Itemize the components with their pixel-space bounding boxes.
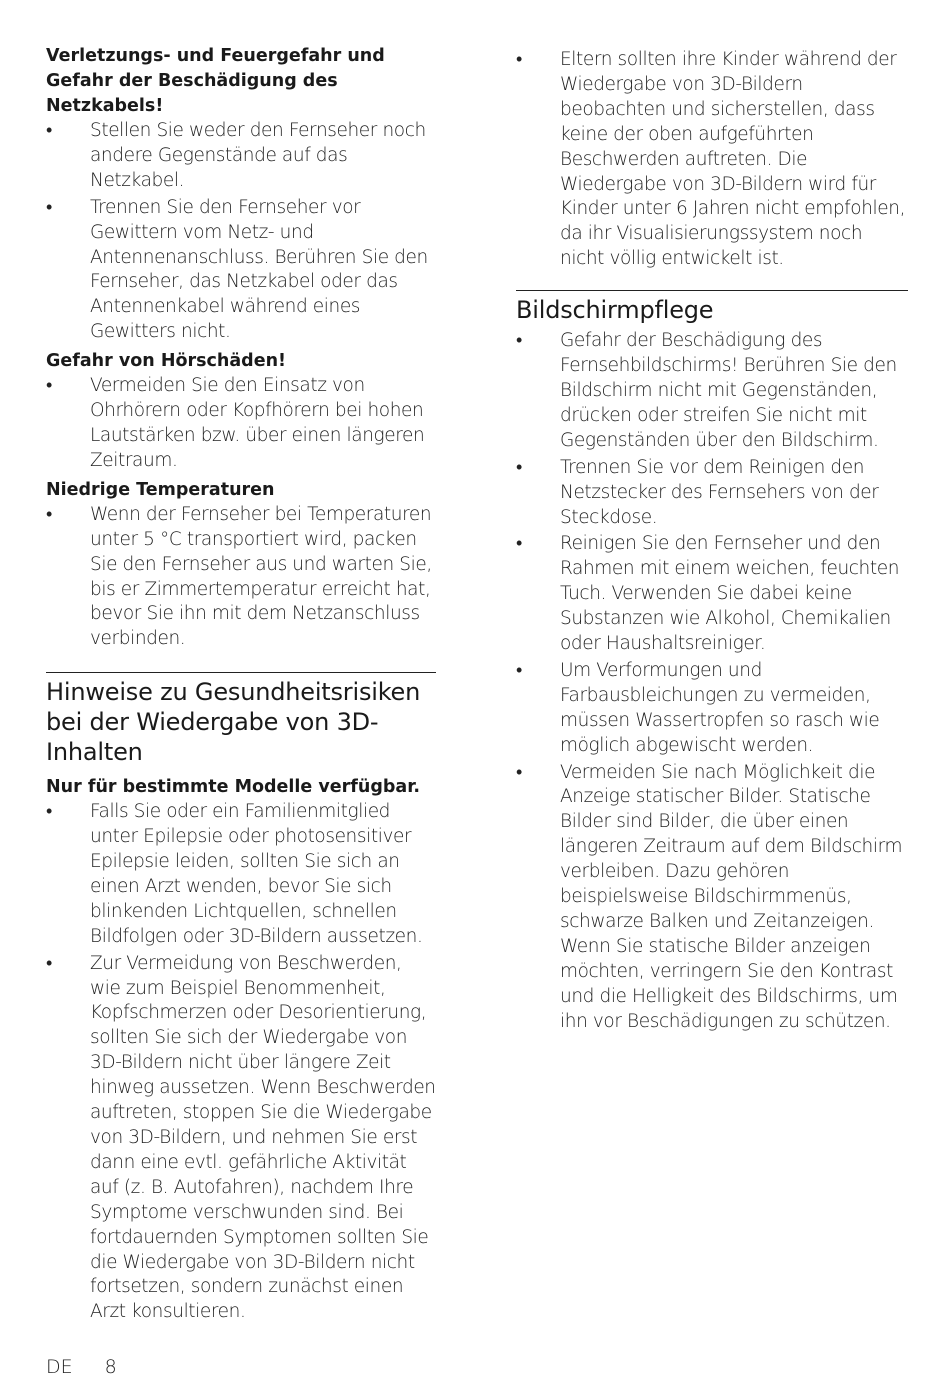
bullet-icon: •	[46, 375, 52, 397]
section-title-screen-care: Bildschirmpflege	[516, 296, 714, 325]
temperature-list	[46, 503, 436, 652]
list-item-text: Zur Vermeidung von Beschwerden, wie zum Beispiel Benommenheit, Kopfschmerzen oder Desorientierung, sollten Sie sich der Wiedergabe von 3D-Bildern nicht über längere Zeit hinweg aussetzen. Wenn Beschwerden auftreten, stoppen Sie die Wiedergabe von 3D-Bildern, und nehmen Sie erst dann eine evtl. gefährliche Aktivität auf (z. B. Autofahren), nachdem Ihre Symptome verschwunden sind. Bei fortdauernden Symptomen sollten Sie die Wiedergabe von 3D-Bildern nicht fortsetzen, sondern zunächst einen Arzt konsultieren.	[90, 952, 436, 1323]
left-column	[46, 44, 436, 1329]
bullet-icon: •	[46, 503, 52, 525]
list-item	[516, 761, 908, 1035]
bullet-icon: •	[516, 761, 522, 783]
heading-injury-fire: Verletzungs- und Feuergefahr und Gefahr der Beschädigung des Netzkabels!	[46, 46, 385, 116]
list-item	[516, 48, 908, 272]
bullet-icon: •	[46, 801, 52, 823]
bullet-icon: •	[516, 330, 522, 352]
list-item	[516, 659, 908, 759]
bullet-icon: •	[516, 533, 522, 555]
bullet-icon: •	[46, 952, 52, 974]
bullet-icon: •	[516, 456, 522, 478]
heading-low-temperature: Niedrige Temperaturen	[46, 479, 275, 500]
footer-language: DE	[46, 1356, 73, 1378]
screen-care-list	[516, 329, 908, 1034]
bullet-icon: •	[46, 196, 52, 218]
page-footer	[46, 1356, 149, 1378]
bullet-icon: •	[46, 120, 52, 141]
list-item-text: Trennen Sie vor dem Reinigen den Netzstecker des Fernsehers von der Steckdose.	[560, 456, 879, 528]
injury-list	[46, 119, 436, 345]
list-item	[46, 952, 436, 1326]
list-item-text: Stellen Sie weder den Fernseher noch andere Gegenstände auf das Netzkabel.	[90, 120, 426, 191]
right-column	[516, 48, 908, 1039]
list-item-text: Um Verformungen und Farbausbleichungen zu vermeiden, müssen Wassertropfen so rasch wie möglich abgewischt werden.	[560, 659, 880, 756]
list-item	[46, 119, 436, 194]
list-item	[46, 800, 436, 949]
hearing-list	[46, 374, 436, 474]
heading-models-only: Nur für bestimmte Modelle verfügbar.	[46, 777, 421, 798]
list-item-text: Eltern sollten ihre Kinder während der Wiedergabe von 3D-Bildern beobachten und sicherstellen, dass keine der oben aufgeführten Beschwerden auftreten. Die Wiedergabe von 3D-Bildern wird für Kinder unter 6 Jahren nicht empfohlen, da ihr Visualisierungssystem noch nicht völlig entwickelt ist.	[560, 49, 906, 270]
list-item-text: Vermeiden Sie den Einsatz von Ohrhörern oder Kopfhörern bei hohen Lautstärken bzw. über einen längeren Zeitraum.	[90, 375, 425, 471]
list-item-text: Trennen Sie den Fernseher vor Gewittern vom Netz- und Antennenanschluss. Berühren Sie den Fernseher, das Netzkabel oder das Antennenkabel während eines Gewitters nicht.	[90, 196, 428, 343]
list-item-text: Falls Sie oder ein Familienmitglied unter Epilepsie oder photosensitiver Epilepsie leiden, sollten Sie sich an einen Arzt wenden, bevor Sie sich blinkenden Lichtquellen, schnellen Bildfolgen oder 3D-Bildern aussetzen.	[90, 801, 423, 947]
models-list	[46, 800, 436, 1325]
list-item-text: Vermeiden Sie nach Möglichkeit die Anzeige statischer Bilder. Statische Bilder sind Bilder, die über einen längeren Zeitraum auf dem Bildschirm verbleiben. Dazu gehören beispielsweise Bildschirmmenüs, schwarze Balken und Zeitanzeigen. Wenn Sie statische Bilder anzeigen möchten, verringern Sie den Kontrast und die Helligkeit des Bildschirms, um ihn vor Beschädigungen zu schützen.	[560, 761, 903, 1032]
list-item-text: Gefahr der Beschädigung des Fernsehbildschirms! Berühren Sie den Bildschirm nicht mit Gegenständen, drücken oder streifen Sie nicht mit Gegenständen über den Bildschirm.	[560, 330, 897, 451]
heading-hearing: Gefahr von Hörschäden!	[46, 351, 287, 372]
list-item	[46, 374, 436, 474]
section-3d-health	[46, 672, 436, 767]
list-item	[46, 196, 436, 345]
footer-page-number: 8	[104, 1356, 117, 1378]
parents-list	[516, 48, 908, 272]
list-item	[516, 532, 908, 657]
section-screen-care	[516, 290, 908, 325]
section-title-3d-health: Hinweise zu Gesundheitsrisiken bei der Wiedergabe von 3D-Inhalten	[46, 678, 421, 767]
list-item	[46, 503, 436, 652]
list-item-text: Reinigen Sie den Fernseher und den Rahmen mit einem weichen, feuchten Tuch. Verwenden Sie dabei keine Substanzen wie Alkohol, Chemikalien oder Haushaltsreiniger.	[560, 533, 900, 655]
list-item	[516, 456, 908, 531]
list-item	[516, 329, 908, 454]
bullet-icon: •	[516, 49, 522, 70]
bullet-icon: •	[516, 659, 522, 681]
list-item-text: Wenn der Fernseher bei Temperaturen unter 5 °C transportiert wird, packen Sie den Fernseher aus und warten Sie, bis er Zimmertemperatur erreicht hat, bevor Sie ihn mit dem Netzanschluss verbinden.	[90, 503, 432, 650]
